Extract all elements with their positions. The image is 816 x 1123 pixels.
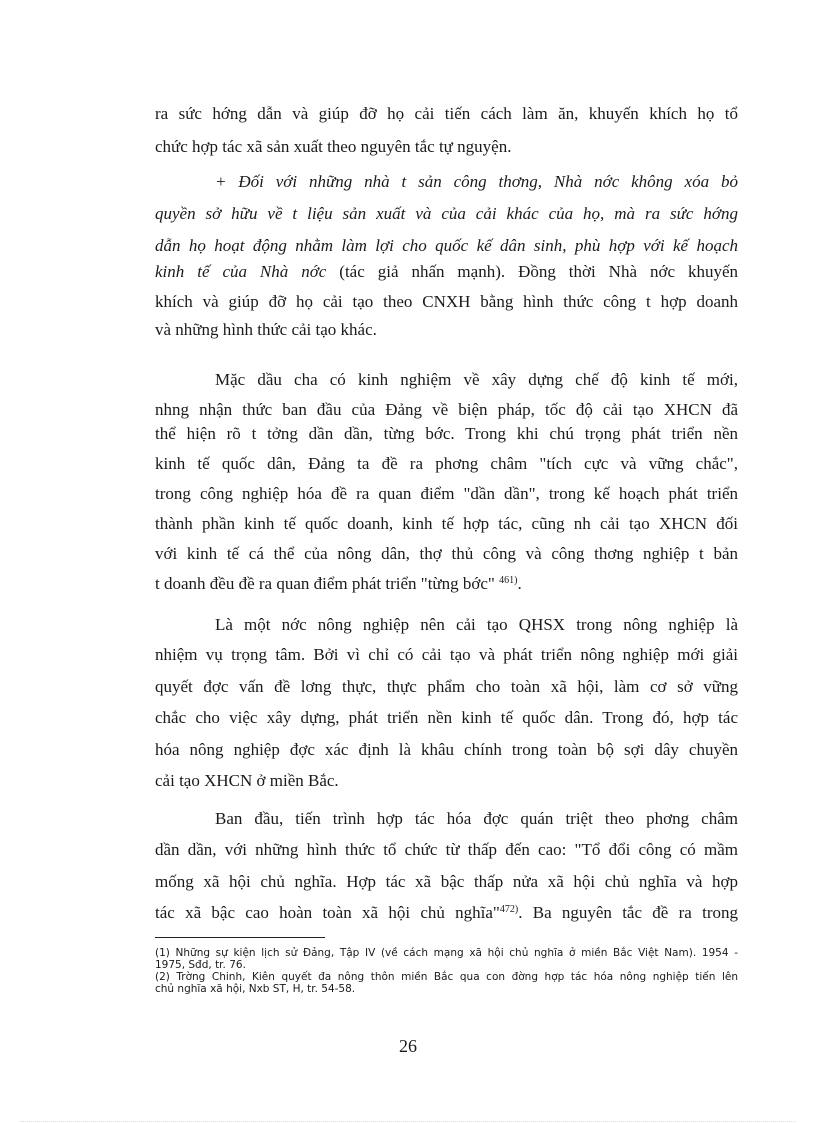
body-text-line: hóa nông nghiệp đợc xác định là khâu chính trong toàn bộ sợi dây chuyền [155,740,738,759]
body-text-line: nhng nhận thức ban đầu của Đảng về biện pháp, tốc độ cải tạo XHCN đã [155,400,738,419]
body-text: t doanh đều đề ra quan điểm phát triển "từng bớc" [155,574,500,593]
footnote-divider [155,937,325,938]
body-text-line: mống xã hội chủ nghĩa. Hợp tác xã bậc thấp nửa xã hội chủ nghĩa và hợp [155,872,738,891]
body-text-line [155,574,738,594]
body-text-line: trong công nghiệp hóa đề ra quan điểm "dần dần", trong kế hoạch phát triển [155,484,738,503]
footnote-line: (1) Những sự kiện lịch sử Đảng, Tập IV (về cách mạng xã hội chủ nghĩa ở miền Bắc Việt Nam). 1954 - [155,947,738,959]
body-text-line: nhiệm vụ trọng tâm. Bởi vì chỉ có cải tạo và phát triển nông nghiệp mới giải [155,645,738,664]
body-text-line [155,262,738,282]
page-bottom-border [20,1121,796,1122]
body-text-line: ra sức hớng dẫn và giúp đỡ họ cải tiến cách làm ăn, khuyến khích họ tổ [155,104,738,123]
body-text: tác xã bậc cao hoàn toàn xã hội chủ nghĩa" [155,903,500,922]
body-text-line: kinh tế quốc dân, Đảng ta đề ra phơng châm "tích cực và vững chắc", [155,454,738,473]
body-text-line: cải tạo XHCN ở miền Bắc. [155,771,339,790]
body-text-line: thể hiện rõ t tởng dần dần, từng bớc. Trong khi chú trọng phát triển nền [155,424,738,443]
emphasized-text: kinh tế của Nhà nớc [155,262,327,281]
body-text-line: Ban đầu, tiến trình hợp tác hóa đợc quán triệt theo phơng châm [215,809,738,828]
body-text: . [517,574,522,593]
body-text-line: quyền sở hữu về t liệu sản xuất và của cải khác của họ, mà ra sức hớng [155,204,738,223]
footnote-line: chủ nghĩa xã hội, Nxb ST, H, tr. 54-58. [155,983,356,995]
body-text-line: dẫn họ hoạt động nhằm làm lợi cho quốc kế dân sinh, phù hợp với kế hoạch [155,236,738,255]
body-text-line: Mặc dầu cha có kinh nghiệm về xây dựng chế độ kinh tế mới, [215,370,738,389]
body-text-line: + Đối với những nhà t sản công thơng, Nhà nớc không xóa bỏ [215,172,738,191]
body-text-line: chức hợp tác xã sản xuất theo nguyên tắc tự nguyện. [155,137,512,156]
body-text-line [155,903,738,923]
body-text-line: quyết đợc vấn đề lơng thực, thực phẩm cho toàn xã hội, làm cơ sở vững [155,677,738,696]
footnote-ref: 461) [499,575,518,586]
body-text-line: với kinh tế cá thể của nông dân, thợ thủ công và công thơng nghiệp t bản [155,544,738,563]
body-text-line: chắc cho việc xây dựng, phát triển nền kinh tế quốc dân. Trong đó, hợp tác [155,708,738,727]
body-text-line: thành phần kinh tế quốc doanh, kinh tế hợp tác, cũng nh cải tạo XHCN đối [155,514,738,533]
page-number: 26 [399,1036,417,1056]
body-text: (tác giả nhấn mạnh). Đồng thời Nhà nớc khuyến [326,262,738,281]
body-text: . Ba nguyên tắc đề ra trong [518,903,738,922]
body-text-line: khích và giúp đỡ họ cải tạo theo CNXH bằng hình thức công t hợp doanh [155,292,738,311]
footnote-line: (2) Trờng Chinh, Kiên quyết đa nông thôn miền Bắc qua con đờng hợp tác hóa nông nghiệp tiến lên [155,971,738,983]
footnote-ref: 472) [499,904,519,915]
footnote-line: 1975, Sđd, tr. 76. [155,959,246,971]
body-text-line: dần dần, với những hình thức tổ chức từ thấp đến cao: "Tổ đổi công có mầm [155,840,738,859]
body-text-line: Là một nớc nông nghiệp nên cải tạo QHSX trong nông nghiệp là [215,615,738,634]
body-text-line: và những hình thức cải tạo khác. [155,320,377,339]
